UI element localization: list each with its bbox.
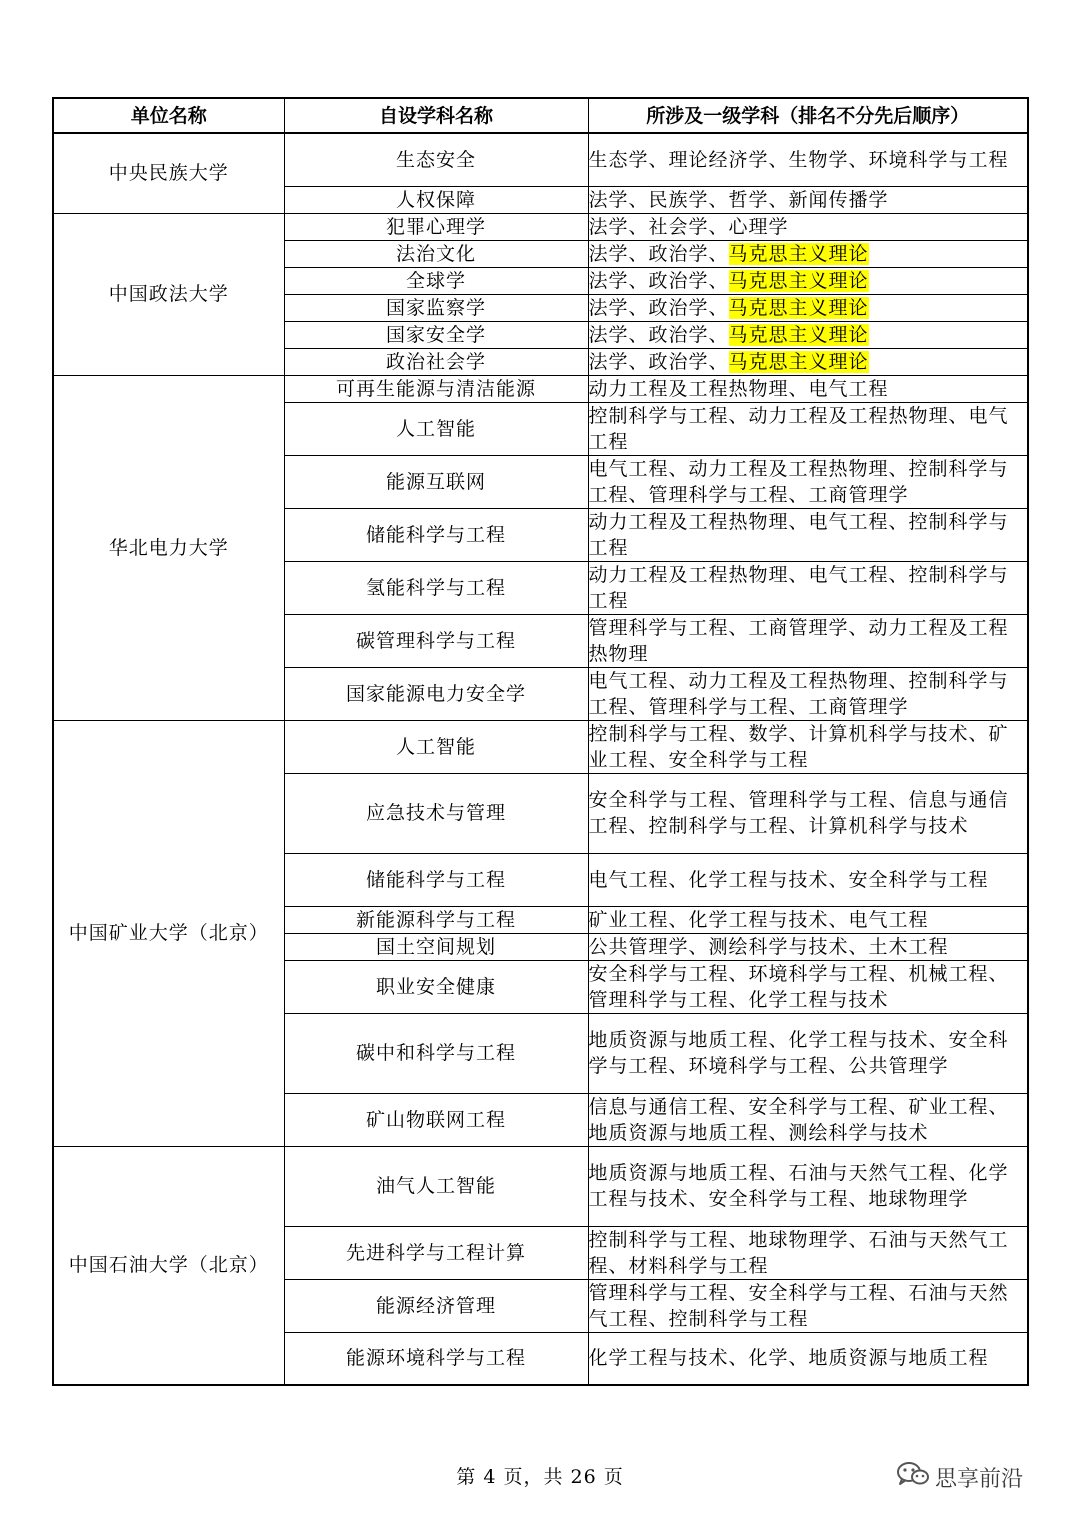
- subject-cell: 职业安全健康: [284, 960, 588, 1013]
- disciplines-cell: 信息与通信工程、安全科学与工程、矿业工程、地质资源与地质工程、测绘科学与技术: [588, 1093, 1028, 1146]
- subject-cell: 国家能源电力安全学: [284, 667, 588, 720]
- disciplines-cell: 生态学、理论经济学、生物学、环境科学与工程: [588, 133, 1028, 186]
- header-unit: 单位名称: [53, 98, 284, 133]
- table-row: [53, 213, 1028, 240]
- disciplines-cell: 控制科学与工程、动力工程及工程热物理、电气工程: [588, 402, 1028, 455]
- table-row: [53, 133, 1028, 186]
- disciplines-cell: 动力工程及工程热物理、电气工程、控制科学与工程: [588, 508, 1028, 561]
- subject-cell: 氢能科学与工程: [284, 561, 588, 614]
- disciplines-cell: [588, 267, 1028, 294]
- subject-cell: 能源经济管理: [284, 1279, 588, 1332]
- disciplines-cell: [588, 321, 1028, 348]
- disciplines-cell: [588, 294, 1028, 321]
- subject-cell: 人权保障: [284, 186, 588, 213]
- unit-cell: 中国矿业大学（北京）: [53, 720, 284, 1146]
- subject-cell: 能源互联网: [284, 455, 588, 508]
- unit-cell: 华北电力大学: [53, 375, 284, 720]
- subject-cell: 新能源科学与工程: [284, 906, 588, 933]
- subject-cell: 全球学: [284, 267, 588, 294]
- disciplines-cell: 管理科学与工程、工商管理学、动力工程及工程热物理: [588, 614, 1028, 667]
- subject-cell: 可再生能源与清洁能源: [284, 375, 588, 402]
- subject-cell: 矿山物联网工程: [284, 1093, 588, 1146]
- disciplines-text: 法学、政治学、: [588, 323, 729, 346]
- subject-cell: 国家监察学: [284, 294, 588, 321]
- disciplines-cell: 法学、民族学、哲学、新闻传播学: [588, 186, 1028, 213]
- subject-cell: 碳管理科学与工程: [284, 614, 588, 667]
- disciplines-text: 法学、政治学、: [588, 350, 729, 373]
- subject-cell: 能源环境科学与工程: [284, 1332, 588, 1385]
- highlighted-discipline: 马克思主义理论: [728, 350, 869, 373]
- wechat-icon: [895, 1460, 931, 1494]
- highlighted-discipline: 马克思主义理论: [728, 269, 869, 292]
- subject-cell: 法治文化: [284, 240, 588, 267]
- subject-cell: 生态安全: [284, 133, 588, 186]
- disciplines-cell: 安全科学与工程、环境科学与工程、机械工程、管理科学与工程、化学工程与技术: [588, 960, 1028, 1013]
- header-subject: 自设学科名称: [284, 98, 588, 133]
- disciplines-cell: 管理科学与工程、安全科学与工程、石油与天然气工程、控制科学与工程: [588, 1279, 1028, 1332]
- disciplines-cell: 矿业工程、化学工程与技术、电气工程: [588, 906, 1028, 933]
- subject-cell: 油气人工智能: [284, 1146, 588, 1226]
- watermark-text: 思享前沿: [935, 1466, 1024, 1492]
- disciplines-cell: 控制科学与工程、地球物理学、石油与天然气工程、材料科学与工程: [588, 1226, 1028, 1279]
- disciplines-cell: 法学、社会学、心理学: [588, 213, 1028, 240]
- highlighted-discipline: 马克思主义理论: [728, 296, 869, 319]
- highlighted-discipline: 马克思主义理论: [728, 242, 869, 265]
- subject-cell: 先进科学与工程计算: [284, 1226, 588, 1279]
- subject-cell: 储能科学与工程: [284, 853, 588, 906]
- subject-cell: 国家安全学: [284, 321, 588, 348]
- disciplines-cell: 动力工程及工程热物理、电气工程: [588, 375, 1028, 402]
- disciplines-cell: 化学工程与技术、化学、地质资源与地质工程: [588, 1332, 1028, 1385]
- disciplines-cell: [588, 348, 1028, 375]
- disciplines-cell: 地质资源与地质工程、化学工程与技术、安全科学与工程、环境科学与工程、公共管理学: [588, 1013, 1028, 1093]
- disciplines-cell: 电气工程、动力工程及工程热物理、控制科学与工程、管理科学与工程、工商管理学: [588, 455, 1028, 508]
- subject-cell: 人工智能: [284, 402, 588, 455]
- table-row: [53, 1146, 1028, 1226]
- table-row: [53, 375, 1028, 402]
- subject-cell: 人工智能: [284, 720, 588, 773]
- unit-cell: 中央民族大学: [53, 133, 284, 213]
- subject-cell: 犯罪心理学: [284, 213, 588, 240]
- disciplines-cell: 电气工程、化学工程与技术、安全科学与工程: [588, 853, 1028, 906]
- page-footer: 第 4 页，共 26 页: [456, 1466, 624, 1488]
- disciplines-cell: 动力工程及工程热物理、电气工程、控制科学与工程: [588, 561, 1028, 614]
- highlighted-discipline: 马克思主义理论: [728, 323, 869, 346]
- watermark: [895, 1460, 1023, 1494]
- header-disciplines: 所涉及一级学科（排名不分先后顺序）: [588, 98, 1028, 133]
- disciplines-cell: 安全科学与工程、管理科学与工程、信息与通信工程、控制科学与工程、计算机科学与技术: [588, 773, 1028, 853]
- disciplines-cell: [588, 240, 1028, 267]
- unit-cell: 中国政法大学: [53, 213, 284, 375]
- subject-cell: 碳中和科学与工程: [284, 1013, 588, 1093]
- table-row: [53, 720, 1028, 773]
- subject-cell: 国土空间规划: [284, 933, 588, 960]
- subject-cell: 应急技术与管理: [284, 773, 588, 853]
- discipline-table: [52, 97, 1029, 1386]
- disciplines-cell: 电气工程、动力工程及工程热物理、控制科学与工程、管理科学与工程、工商管理学: [588, 667, 1028, 720]
- unit-cell: 中国石油大学（北京）: [53, 1146, 284, 1385]
- disciplines-text: 法学、政治学、: [588, 269, 729, 292]
- disciplines-cell: 地质资源与地质工程、石油与天然气工程、化学工程与技术、安全科学与工程、地球物理学: [588, 1146, 1028, 1226]
- disciplines-text: 法学、政治学、: [588, 296, 729, 319]
- disciplines-cell: 公共管理学、测绘科学与技术、土木工程: [588, 933, 1028, 960]
- table-header-row: [53, 98, 1028, 133]
- disciplines-cell: 控制科学与工程、数学、计算机科学与技术、矿业工程、安全科学与工程: [588, 720, 1028, 773]
- disciplines-text: 法学、政治学、: [588, 242, 729, 265]
- subject-cell: 储能科学与工程: [284, 508, 588, 561]
- subject-cell: 政治社会学: [284, 348, 588, 375]
